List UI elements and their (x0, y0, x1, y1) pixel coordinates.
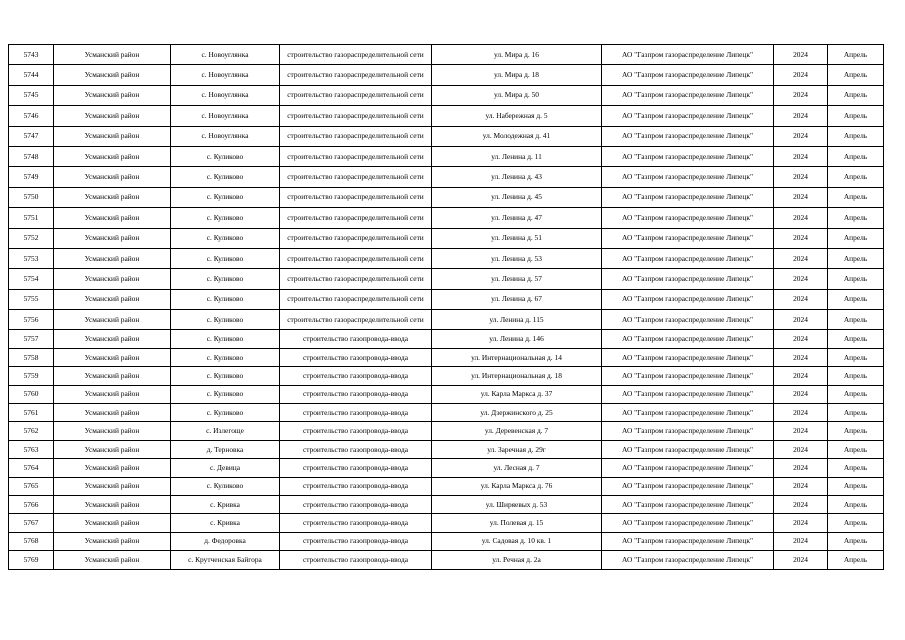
district-cell: Усманский район (54, 289, 171, 309)
year-cell: 2024 (774, 348, 828, 366)
work-type-cell: строительство газораспределительной сети (280, 310, 432, 330)
locality-cell: с. Новоуглянка (171, 126, 280, 146)
address-cell: ул. Ленина д. 67 (432, 289, 602, 309)
table-row (9, 248, 884, 268)
year-cell: 2024 (774, 310, 828, 330)
year-cell: 2024 (774, 248, 828, 268)
year-cell: 2024 (774, 289, 828, 309)
organization-cell: АО "Газпром газораспределение Липецк" (602, 367, 774, 385)
organization-cell: АО "Газпром газораспределение Липецк" (602, 167, 774, 187)
year-cell: 2024 (774, 422, 828, 440)
table-row (9, 385, 884, 403)
table-row (9, 45, 884, 65)
year-cell: 2024 (774, 459, 828, 477)
organization-cell: АО "Газпром газораспределение Липецк" (602, 45, 774, 65)
month-cell: Апрель (828, 65, 884, 85)
table-row (9, 330, 884, 348)
organization-cell: АО "Газпром газораспределение Липецк" (602, 146, 774, 166)
row-number-cell: 5746 (9, 106, 54, 126)
address-cell: ул. Карла Маркса д. 76 (432, 477, 602, 495)
month-cell: Апрель (828, 310, 884, 330)
address-cell: ул. Полевая д. 15 (432, 514, 602, 532)
work-type-cell: строительство газораспределительной сети (280, 45, 432, 65)
month-cell: Апрель (828, 248, 884, 268)
address-cell: ул. Ленина д. 45 (432, 187, 602, 207)
table-row (9, 208, 884, 228)
organization-cell: АО "Газпром газораспределение Липецк" (602, 422, 774, 440)
address-cell: ул. Речная д. 2а (432, 551, 602, 569)
district-cell: Усманский район (54, 187, 171, 207)
organization-cell: АО "Газпром газораспределение Липецк" (602, 310, 774, 330)
district-cell: Усманский район (54, 310, 171, 330)
organization-cell: АО "Газпром газораспределение Липецк" (602, 440, 774, 458)
locality-cell: с. Девица (171, 459, 280, 477)
work-type-cell: строительство газораспределительной сети (280, 146, 432, 166)
address-cell: ул. Ширяевых д. 53 (432, 495, 602, 513)
locality-cell: с. Новоуглянка (171, 85, 280, 105)
row-number-cell: 5755 (9, 289, 54, 309)
table-row (9, 167, 884, 187)
month-cell: Апрель (828, 228, 884, 248)
work-type-cell: строительство газораспределительной сети (280, 106, 432, 126)
district-cell: Усманский район (54, 85, 171, 105)
work-type-cell: строительство газопровода-ввода (280, 532, 432, 550)
month-cell: Апрель (828, 330, 884, 348)
row-number-cell: 5757 (9, 330, 54, 348)
work-type-cell: строительство газопровода-ввода (280, 477, 432, 495)
district-cell: Усманский район (54, 228, 171, 248)
locality-cell: с. Куликово (171, 367, 280, 385)
address-cell: ул. Ленина д. 47 (432, 208, 602, 228)
table-row (9, 187, 884, 207)
row-number-cell: 5753 (9, 248, 54, 268)
month-cell: Апрель (828, 514, 884, 532)
locality-cell: с. Кривка (171, 514, 280, 532)
table-row (9, 310, 884, 330)
row-number-cell: 5749 (9, 167, 54, 187)
address-cell: ул. Молодежная д. 41 (432, 126, 602, 146)
work-type-cell: строительство газопровода-ввода (280, 404, 432, 422)
work-type-cell: строительство газораспределительной сети (280, 248, 432, 268)
district-cell: Усманский район (54, 477, 171, 495)
year-cell: 2024 (774, 106, 828, 126)
work-type-cell: строительство газопровода-ввода (280, 495, 432, 513)
month-cell: Апрель (828, 289, 884, 309)
year-cell: 2024 (774, 126, 828, 146)
year-cell: 2024 (774, 208, 828, 228)
table-row (9, 65, 884, 85)
month-cell: Апрель (828, 367, 884, 385)
locality-cell: с. Куликово (171, 385, 280, 403)
work-type-cell: строительство газораспределительной сети (280, 228, 432, 248)
work-type-cell: строительство газораспределительной сети (280, 208, 432, 228)
address-cell: ул. Лесная д. 7 (432, 459, 602, 477)
locality-cell: с. Новоуглянка (171, 106, 280, 126)
year-cell: 2024 (774, 187, 828, 207)
organization-cell: АО "Газпром газораспределение Липецк" (602, 65, 774, 85)
work-type-cell: строительство газопровода-ввода (280, 330, 432, 348)
address-cell: ул. Садовая д. 10 кв. 1 (432, 532, 602, 550)
district-cell: Усманский район (54, 106, 171, 126)
table-row (9, 269, 884, 289)
district-cell: Усманский район (54, 532, 171, 550)
work-type-cell: строительство газопровода-ввода (280, 385, 432, 403)
district-cell: Усманский район (54, 167, 171, 187)
row-number-cell: 5760 (9, 385, 54, 403)
work-type-cell: строительство газораспределительной сети (280, 65, 432, 85)
year-cell: 2024 (774, 167, 828, 187)
row-number-cell: 5768 (9, 532, 54, 550)
month-cell: Апрель (828, 532, 884, 550)
district-cell: Усманский район (54, 126, 171, 146)
district-cell: Усманский район (54, 367, 171, 385)
organization-cell: АО "Газпром газораспределение Липецк" (602, 532, 774, 550)
locality-cell: с. Крутченская Байгора (171, 551, 280, 569)
address-cell: ул. Заречная д. 29г (432, 440, 602, 458)
table-row (9, 495, 884, 513)
month-cell: Апрель (828, 404, 884, 422)
locality-cell: с. Куликово (171, 187, 280, 207)
locality-cell: с. Куликово (171, 146, 280, 166)
organization-cell: АО "Газпром газораспределение Липецк" (602, 228, 774, 248)
table-row (9, 422, 884, 440)
row-number-cell: 5747 (9, 126, 54, 146)
address-cell: ул. Ленина д. 53 (432, 248, 602, 268)
district-cell: Усманский район (54, 422, 171, 440)
month-cell: Апрель (828, 126, 884, 146)
year-cell: 2024 (774, 65, 828, 85)
year-cell: 2024 (774, 551, 828, 569)
table-row (9, 440, 884, 458)
locality-cell: с. Излегоще (171, 422, 280, 440)
organization-cell: АО "Газпром газораспределение Липецк" (602, 126, 774, 146)
gasification-table (8, 44, 884, 570)
address-cell: ул. Ленина д. 146 (432, 330, 602, 348)
month-cell: Апрель (828, 146, 884, 166)
row-number-cell: 5762 (9, 422, 54, 440)
table-row (9, 126, 884, 146)
locality-cell: с. Новоуглянка (171, 65, 280, 85)
locality-cell: с. Куликово (171, 348, 280, 366)
work-type-cell: строительство газораспределительной сети (280, 126, 432, 146)
address-cell: ул. Интернациональная д. 14 (432, 348, 602, 366)
locality-cell: с. Куликово (171, 167, 280, 187)
locality-cell: с. Куликово (171, 289, 280, 309)
district-cell: Усманский район (54, 514, 171, 532)
organization-cell: АО "Газпром газораспределение Липецк" (602, 269, 774, 289)
work-type-cell: строительство газопровода-ввода (280, 422, 432, 440)
year-cell: 2024 (774, 367, 828, 385)
address-cell: ул. Ленина д. 11 (432, 146, 602, 166)
organization-cell: АО "Газпром газораспределение Липецк" (602, 208, 774, 228)
district-cell: Усманский район (54, 404, 171, 422)
district-cell: Усманский район (54, 330, 171, 348)
address-cell: ул. Карла Маркса д. 37 (432, 385, 602, 403)
month-cell: Апрель (828, 167, 884, 187)
address-cell: ул. Ленина д. 115 (432, 310, 602, 330)
organization-cell: АО "Газпром газораспределение Липецк" (602, 348, 774, 366)
row-number-cell: 5767 (9, 514, 54, 532)
year-cell: 2024 (774, 269, 828, 289)
organization-cell: АО "Газпром газораспределение Липецк" (602, 477, 774, 495)
year-cell: 2024 (774, 514, 828, 532)
table-row (9, 106, 884, 126)
year-cell: 2024 (774, 495, 828, 513)
row-number-cell: 5752 (9, 228, 54, 248)
organization-cell: АО "Газпром газораспределение Липецк" (602, 187, 774, 207)
locality-cell: с. Куликово (171, 477, 280, 495)
locality-cell: с. Куликово (171, 269, 280, 289)
address-cell: ул. Дзержинского д. 25 (432, 404, 602, 422)
row-number-cell: 5759 (9, 367, 54, 385)
address-cell: ул. Ленина д. 57 (432, 269, 602, 289)
district-cell: Усманский район (54, 208, 171, 228)
table-row (9, 146, 884, 166)
work-type-cell: строительство газораспределительной сети (280, 289, 432, 309)
month-cell: Апрель (828, 385, 884, 403)
district-cell: Усманский район (54, 348, 171, 366)
organization-cell: АО "Газпром газораспределение Липецк" (602, 495, 774, 513)
work-type-cell: строительство газопровода-ввода (280, 367, 432, 385)
year-cell: 2024 (774, 146, 828, 166)
address-cell: ул. Ленина д. 51 (432, 228, 602, 248)
row-number-cell: 5751 (9, 208, 54, 228)
row-number-cell: 5764 (9, 459, 54, 477)
district-cell: Усманский район (54, 45, 171, 65)
work-type-cell: строительство газораспределительной сети (280, 167, 432, 187)
organization-cell: АО "Газпром газораспределение Липецк" (602, 385, 774, 403)
district-cell: Усманский район (54, 146, 171, 166)
locality-cell: с. Куликово (171, 248, 280, 268)
month-cell: Апрель (828, 85, 884, 105)
month-cell: Апрель (828, 106, 884, 126)
row-number-cell: 5743 (9, 45, 54, 65)
work-type-cell: строительство газораспределительной сети (280, 269, 432, 289)
month-cell: Апрель (828, 422, 884, 440)
work-type-cell: строительство газопровода-ввода (280, 440, 432, 458)
year-cell: 2024 (774, 85, 828, 105)
address-cell: ул. Мира д. 50 (432, 85, 602, 105)
row-number-cell: 5750 (9, 187, 54, 207)
table-row (9, 348, 884, 366)
row-number-cell: 5761 (9, 404, 54, 422)
district-cell: Усманский район (54, 440, 171, 458)
district-cell: Усманский район (54, 248, 171, 268)
locality-cell: с. Куликово (171, 228, 280, 248)
row-number-cell: 5769 (9, 551, 54, 569)
year-cell: 2024 (774, 404, 828, 422)
row-number-cell: 5763 (9, 440, 54, 458)
table-row (9, 514, 884, 532)
month-cell: Апрель (828, 495, 884, 513)
year-cell: 2024 (774, 532, 828, 550)
work-type-cell: строительство газопровода-ввода (280, 459, 432, 477)
row-number-cell: 5766 (9, 495, 54, 513)
district-cell: Усманский район (54, 65, 171, 85)
year-cell: 2024 (774, 228, 828, 248)
table-row (9, 289, 884, 309)
locality-cell: д. Федоровка (171, 532, 280, 550)
district-cell: Усманский район (54, 495, 171, 513)
year-cell: 2024 (774, 477, 828, 495)
work-type-cell: строительство газопровода-ввода (280, 348, 432, 366)
table-row (9, 367, 884, 385)
table-row (9, 477, 884, 495)
address-cell: ул. Интернациональная д. 18 (432, 367, 602, 385)
organization-cell: АО "Газпром газораспределение Липецк" (602, 330, 774, 348)
table-row (9, 85, 884, 105)
organization-cell: АО "Газпром газораспределение Липецк" (602, 404, 774, 422)
organization-cell: АО "Газпром газораспределение Липецк" (602, 248, 774, 268)
table-row (9, 228, 884, 248)
year-cell: 2024 (774, 440, 828, 458)
district-cell: Усманский район (54, 551, 171, 569)
district-cell: Усманский район (54, 269, 171, 289)
table-row (9, 459, 884, 477)
row-number-cell: 5748 (9, 146, 54, 166)
table-row (9, 551, 884, 569)
address-cell: ул. Деревенская д. 7 (432, 422, 602, 440)
organization-cell: АО "Газпром газораспределение Липецк" (602, 514, 774, 532)
organization-cell: АО "Газпром газораспределение Липецк" (602, 551, 774, 569)
address-cell: ул. Мира д. 18 (432, 65, 602, 85)
row-number-cell: 5758 (9, 348, 54, 366)
work-type-cell: строительство газораспределительной сети (280, 85, 432, 105)
locality-cell: с. Новоуглянка (171, 45, 280, 65)
organization-cell: АО "Газпром газораспределение Липецк" (602, 85, 774, 105)
year-cell: 2024 (774, 45, 828, 65)
month-cell: Апрель (828, 477, 884, 495)
locality-cell: с. Куликово (171, 208, 280, 228)
table-row (9, 532, 884, 550)
address-cell: ул. Мира д. 16 (432, 45, 602, 65)
address-cell: ул. Ленина д. 43 (432, 167, 602, 187)
year-cell: 2024 (774, 385, 828, 403)
table-body (9, 45, 884, 570)
month-cell: Апрель (828, 208, 884, 228)
district-cell: Усманский район (54, 385, 171, 403)
organization-cell: АО "Газпром газораспределение Липецк" (602, 289, 774, 309)
month-cell: Апрель (828, 269, 884, 289)
row-number-cell: 5754 (9, 269, 54, 289)
month-cell: Апрель (828, 348, 884, 366)
row-number-cell: 5765 (9, 477, 54, 495)
row-number-cell: 5745 (9, 85, 54, 105)
organization-cell: АО "Газпром газораспределение Липецк" (602, 106, 774, 126)
month-cell: Апрель (828, 440, 884, 458)
year-cell: 2024 (774, 330, 828, 348)
address-cell: ул. Набережная д. 5 (432, 106, 602, 126)
locality-cell: с. Куликово (171, 404, 280, 422)
locality-cell: д. Терновка (171, 440, 280, 458)
row-number-cell: 5756 (9, 310, 54, 330)
locality-cell: с. Куликово (171, 330, 280, 348)
locality-cell: с. Кривка (171, 495, 280, 513)
work-type-cell: строительство газопровода-ввода (280, 514, 432, 532)
month-cell: Апрель (828, 45, 884, 65)
row-number-cell: 5744 (9, 65, 54, 85)
locality-cell: с. Куликово (171, 310, 280, 330)
work-type-cell: строительство газораспределительной сети (280, 187, 432, 207)
organization-cell: АО "Газпром газораспределение Липецк" (602, 459, 774, 477)
work-type-cell: строительство газопровода-ввода (280, 551, 432, 569)
month-cell: Апрель (828, 551, 884, 569)
district-cell: Усманский район (54, 459, 171, 477)
month-cell: Апрель (828, 187, 884, 207)
month-cell: Апрель (828, 459, 884, 477)
table-row (9, 404, 884, 422)
